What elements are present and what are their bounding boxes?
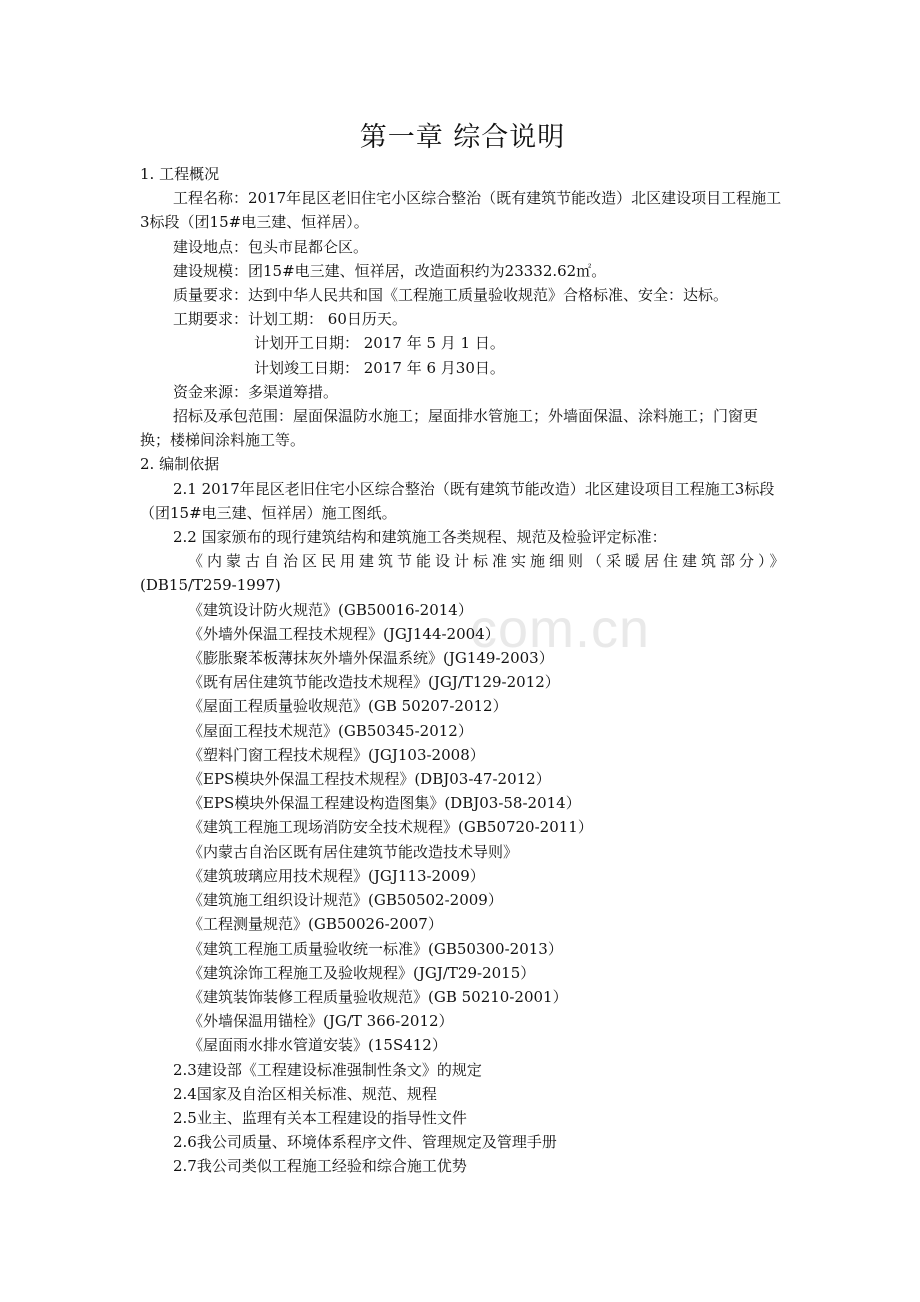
standard-item: 《建筑涂饰工程施工及验收规程》(JGJ/T29-2015） [188, 963, 536, 982]
standard-item: 《建筑设计防火规范》(GB50016-2014） [188, 600, 473, 619]
basis-2-1: 2.1 2017年昆区老旧住宅小区综合整治（既有建筑节能改造）北区建设项目工程施工3标段（团15#电三建、恒祥居）施工图纸。 [140, 479, 775, 522]
standard-item: 《既有居住建筑节能改造技术规程》(JGJ/T129-2012） [188, 673, 560, 692]
standard-item: 《膨胀聚苯板薄抹灰外墙外保温系统》(JG149-2003） [188, 649, 554, 668]
section-1-heading: 1. 工程概况 [140, 165, 220, 183]
basis-item: 2.3建设部《工程建设标准强制性条文》的规定 [173, 1060, 482, 1079]
standard-item: 《屋面工程质量验收规范》(GB 50207-2012） [188, 697, 508, 716]
standard-item: 《建筑工程施工现场消防安全技术规程》(GB50720-2011） [188, 818, 593, 837]
funding-source: 资金来源：多渠道筹措。 [173, 382, 339, 401]
standard-item: 《建筑玻璃应用技术规程》(JGJ113-2009） [188, 866, 485, 885]
standard-item: 《内蒙古自治区既有居住建筑节能改造技术导则》 [188, 842, 519, 861]
standard-item: 《外墙外保温工程技术规程》(JGJ144-2004） [188, 624, 500, 643]
standard-item: 《工程测量规范》(GB50026-2007） [188, 915, 443, 934]
basis-list [140, 1058, 785, 1179]
standard-item: 《塑料门窗工程技术规程》(JGJ103-2008） [188, 745, 485, 764]
basis-item: 2.7我公司类似工程施工经验和综合施工优势 [173, 1157, 467, 1176]
standard-item: 《EPS模块外保温工程建设构造图集》(DBJ03-58-2014） [188, 794, 581, 813]
basis-item: 2.5业主、监理有关本工程建设的指导性文件 [173, 1108, 467, 1127]
standards-list [140, 598, 785, 1058]
planned-start-date: 计划开工日期： 2017 年 5 月 1 日。 [254, 334, 505, 353]
standard-item: 《建筑工程施工质量验收统一标准》(GB50300-2013） [188, 939, 563, 958]
page-title: 第一章 综合说明 [359, 122, 566, 153]
duration-requirement: 工期要求：计划工期： 60日历天。 [173, 310, 407, 329]
project-scale: 建设规模：团15#电三建、恒祥居，改造面积约为23332.62㎡。 [173, 261, 607, 280]
watermark: com.cn [470, 599, 651, 659]
project-name: 工程名称：2017年昆区老旧住宅小区综合整治（既有建筑节能改造）北区建设项目工程施工3标段（团15#电三建、恒祥居）。 [140, 189, 782, 232]
section-2-heading: 2. 编制依据 [140, 455, 220, 474]
standard-item: 《EPS模块外保温工程技术规程》(DBJ03-47-2012） [188, 770, 551, 789]
basis-item: 2.6我公司质量、环境体系程序文件、管理规定及管理手册 [173, 1133, 557, 1152]
standard-first-code: (DB15/T259-1997) [140, 576, 281, 595]
standard-item: 《建筑施工组织设计规范》(GB50502-2009） [188, 891, 503, 910]
basis-item: 2.4国家及自治区相关标准、规范、规程 [173, 1084, 437, 1103]
quality-requirement: 质量要求：达到中华人民共和国《工程施工质量验收规范》合格标准、安全：达标。 [173, 286, 729, 305]
document-page [140, 118, 785, 1179]
basis-2-2: 2.2 国家颁布的现行建筑结构和建筑施工各类规程、规范及检验评定标准： [173, 528, 667, 547]
standard-first: 《内蒙古自治区民用建筑节能设计标准实施细则（采暖居住建筑部分）》 [188, 552, 785, 571]
standard-item: 《建筑装饰装修工程质量验收规范》(GB 50210-2001） [188, 987, 568, 1006]
standard-item: 《屋面工程技术规范》(GB50345-2012） [188, 721, 473, 740]
standard-item: 《外墙保温用锚栓》(JG/T 366-2012） [188, 1012, 454, 1031]
project-location: 建设地点：包头市昆都仑区。 [173, 237, 369, 256]
contract-scope: 招标及承包范围：屋面保温防水施工；屋面排水管施工；外墙面保温、涂料施工；门窗更换；楼梯间涂料施工等。 [140, 407, 759, 450]
planned-end-date: 计划竣工日期： 2017 年 6 月30日。 [254, 358, 505, 377]
standard-item: 《屋面雨水排水管道安装》(15S412） [188, 1036, 447, 1055]
